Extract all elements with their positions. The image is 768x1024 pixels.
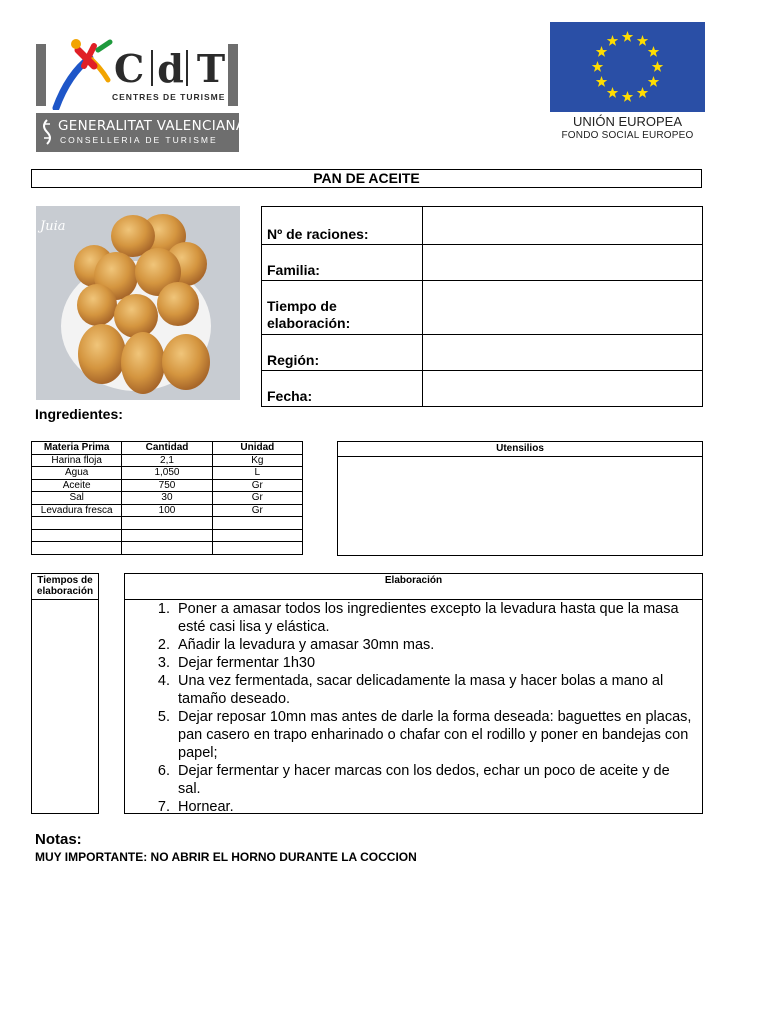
table-cell: 30: [122, 492, 212, 505]
photo-watermark: Juia: [40, 219, 66, 234]
column-header: Unidad: [212, 442, 302, 455]
notas-text: MUY IMPORTANTE: NO ABRIR EL HORNO DURANTE LA COCCION: [35, 850, 417, 864]
recipe-info-table: [261, 206, 703, 407]
info-label: Nº de raciones:: [262, 207, 423, 245]
recipe-title: PAN DE ACEITE: [31, 169, 702, 188]
generalitat-title: GENERALITAT VALENCIANA: [58, 118, 246, 134]
cdt-separator: [151, 50, 153, 86]
eu-star-icon: [637, 87, 648, 98]
column-header: Materia Prima: [32, 442, 122, 455]
eu-flag: [550, 22, 705, 112]
info-label: Fecha:: [262, 371, 423, 407]
info-row: [262, 245, 703, 281]
eu-stars-icon: [550, 22, 705, 112]
info-row: [262, 335, 703, 371]
info-row: [262, 281, 703, 335]
info-label: Tiempo de elaboración:: [262, 281, 423, 335]
step-item: 7. Hornear.: [174, 798, 692, 816]
table-cell: [122, 542, 212, 555]
table-cell: 2,1: [122, 454, 212, 467]
eu-star-icon: [637, 35, 648, 46]
info-value: [423, 245, 703, 281]
table-cell: Levadura fresca: [32, 504, 122, 517]
notas-label: Notas:: [35, 831, 82, 848]
table-cell: 1,050: [122, 467, 212, 480]
eu-subtitle: FONDO SOCIAL EUROPEO: [561, 130, 694, 141]
info-value: [423, 207, 703, 245]
info-value: [423, 371, 703, 407]
table-cell: [32, 542, 122, 555]
column-header: Cantidad: [122, 442, 212, 455]
info-row: [262, 207, 703, 245]
info-label: Región:: [262, 335, 423, 371]
eu-star-icon: [596, 46, 607, 57]
eu-star-icon: [648, 46, 659, 57]
elaboracion-box: [124, 573, 703, 814]
step-item: 5. Dejar reposar 10mn mas antes de darle la forma deseada: baguettes en placas, pan casero en trapo enharinado o chafar con el rodillo y poner en bandejas con papel;: [174, 708, 692, 762]
step-item: 2. Añadir la levadura y amasar 30mn mas.: [174, 636, 692, 654]
eu-star-icon: [652, 61, 663, 72]
table-cell: Gr: [212, 479, 302, 492]
eu-star-icon: [596, 76, 607, 87]
tiempos-header: Tiempos de elaboración: [32, 574, 98, 600]
generalitat-emblem-icon: [41, 118, 53, 146]
table-row: [32, 454, 303, 467]
step-item: 3. Dejar fermentar 1h30: [174, 654, 692, 672]
table-cell: 100: [122, 504, 212, 517]
ingredients-label: Ingredientes:: [35, 406, 123, 422]
utensilios-header: Utensilios: [338, 442, 702, 457]
tiempos-box: [31, 573, 99, 814]
table-cell: 750: [122, 479, 212, 492]
eu-title: UNIÓN EUROPEA: [572, 114, 683, 129]
info-label: Familia:: [262, 245, 423, 281]
table-cell: [32, 529, 122, 542]
step-item: 6. Dejar fermentar y hacer marcas con los dedos, echar un poco de aceite y de sal.: [174, 762, 692, 798]
table-cell: [122, 517, 212, 530]
table-cell: [212, 529, 302, 542]
utensilios-box: [337, 441, 703, 556]
step-item: 4. Una vez fermentada, sacar delicadamente la masa y hacer bolas a mano al tamaño deseado.: [174, 672, 692, 708]
ingredients-table: [31, 441, 303, 555]
table-header-row: [32, 442, 303, 455]
table-cell: L: [212, 467, 302, 480]
info-value: [423, 281, 703, 335]
elaboracion-header: Elaboración: [125, 574, 702, 600]
table-cell: Harina floja: [32, 454, 122, 467]
eu-star-icon: [607, 87, 618, 98]
table-cell: [122, 529, 212, 542]
table-cell: Gr: [212, 492, 302, 505]
table-cell: [212, 517, 302, 530]
table-row: [32, 504, 303, 517]
generalitat-subtitle: CONSELLERIA DE TURISME: [60, 135, 218, 145]
logo-bar-right: [228, 44, 238, 106]
eu-star-icon: [648, 76, 659, 87]
elaboracion-steps: [125, 600, 702, 816]
table-cell: Agua: [32, 467, 122, 480]
table-cell: Kg: [212, 454, 302, 467]
step-item: 1. Poner a amasar todos los ingredientes excepto la levadura hasta que la masa esté casi lisa y elástica.: [174, 600, 692, 636]
info-row: [262, 371, 703, 407]
eu-star-icon: [622, 31, 633, 42]
logo-bar-left: [36, 44, 46, 106]
eu-star-icon: [622, 91, 633, 102]
cdt-subtitle: CENTRES DE TURISME: [112, 92, 226, 102]
info-value: [423, 335, 703, 371]
table-row: [32, 492, 303, 505]
table-row: [32, 467, 303, 480]
table-cell: Gr: [212, 504, 302, 517]
table-row: [32, 542, 303, 555]
table-cell: Aceite: [32, 479, 122, 492]
bread-photo: [36, 206, 240, 400]
eu-star-icon: [607, 35, 618, 46]
table-row: [32, 529, 303, 542]
table-cell: [32, 517, 122, 530]
table-cell: [212, 542, 302, 555]
cdt-letters: C d T: [114, 46, 227, 91]
cdt-separator: [186, 50, 188, 86]
table-row: [32, 517, 303, 530]
table-row: [32, 479, 303, 492]
table-cell: Sal: [32, 492, 122, 505]
eu-star-icon: [592, 61, 603, 72]
cdt-figure-icon: [50, 36, 114, 110]
